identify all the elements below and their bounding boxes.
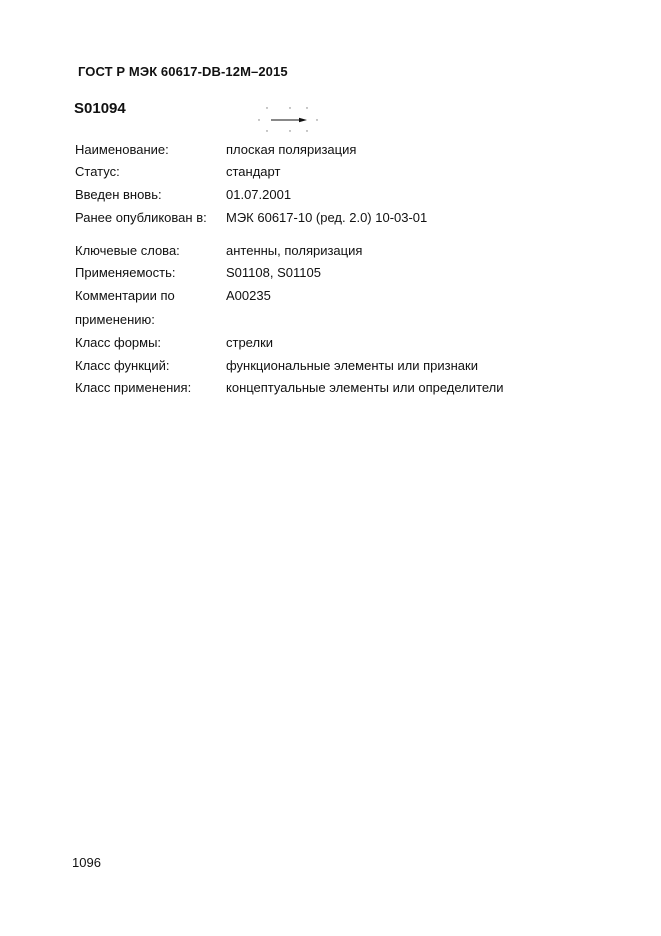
field-value: антенны, поляризация — [226, 243, 363, 258]
page-number: 1096 — [72, 855, 101, 870]
field-value: плоская поляризация — [226, 142, 357, 157]
field-label: Ранее опубликован в: — [75, 210, 207, 225]
field-label: Комментарии по — [75, 288, 175, 303]
field-value: МЭК 60617-10 (ред. 2.0) 10-03-01 — [226, 210, 428, 225]
arrow-right-icon — [255, 103, 325, 133]
field-value: концептуальные элементы или определители — [226, 380, 504, 395]
field-label: Применяемость: — [75, 265, 176, 280]
field-value: S01108, S01105 — [226, 265, 321, 280]
field-label: Ключевые слова: — [75, 243, 180, 258]
field-value: 01.07.2001 — [226, 187, 292, 202]
document-header: ГОСТ Р МЭК 60617-DB-12M–2015 — [78, 64, 288, 79]
field-label: Наименование: — [75, 142, 169, 157]
field-value: функциональные элементы или признаки — [226, 358, 478, 373]
field-label: Статус: — [75, 164, 120, 179]
field-value: стрелки — [226, 335, 274, 350]
field-label: Введен вновь: — [75, 187, 162, 202]
field-label: Класс формы: — [75, 335, 162, 350]
field-label: Класс функций: — [75, 358, 170, 373]
field-value: стандарт — [226, 164, 281, 179]
field-value: A00235 — [226, 288, 271, 303]
symbol-code: S01094 — [74, 100, 126, 117]
field-label: Класс применения: — [75, 380, 192, 395]
field-label-continued: применению: — [75, 312, 155, 327]
